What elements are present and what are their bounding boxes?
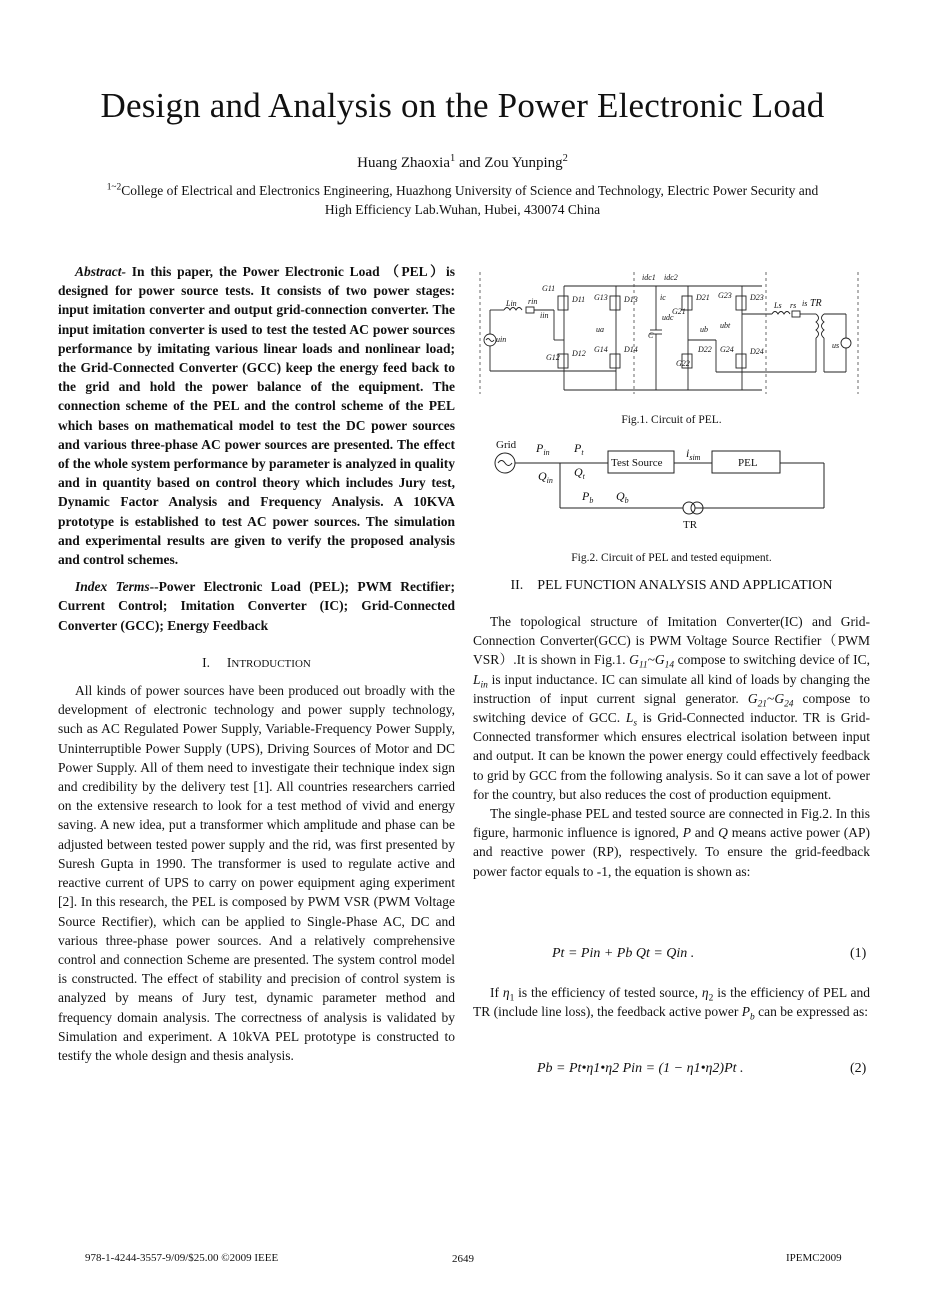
section-2-number: II. bbox=[510, 578, 524, 593]
author-1: Huang Zhaoxia bbox=[357, 155, 450, 171]
fig1-label-g12: G12 bbox=[546, 353, 560, 362]
fig1-label-g13: G13 bbox=[594, 293, 608, 302]
fig1-label-ls: Ls bbox=[774, 301, 782, 310]
fig1-label-d12: D12 bbox=[572, 349, 586, 358]
fig1-label-tr: TR bbox=[810, 298, 822, 309]
fig1-label-d22: D22 bbox=[698, 345, 712, 354]
affiliation-line-1: College of Electrical and Electronics Engineering, Huazhong University of Science and Technology, Electric Power Security and bbox=[121, 183, 819, 198]
affiliation-sup: 1~2 bbox=[106, 182, 122, 193]
index-terms bbox=[58, 577, 455, 635]
section-2-para-3-block bbox=[473, 983, 870, 1021]
fig2-qin: $Q_{in}$ bbox=[538, 469, 553, 485]
fig1-label-g21: G21 bbox=[672, 307, 686, 316]
fig1-label-g11: G11 bbox=[542, 284, 556, 293]
fig2-test-source: Test Source bbox=[611, 457, 663, 469]
fig1-label-ubt: ubt bbox=[720, 321, 731, 330]
fig1-label-g24: G24 bbox=[720, 345, 734, 354]
fig1-label-g22: G22 bbox=[676, 359, 690, 368]
fig1-label-udc: udc bbox=[662, 313, 674, 322]
fig1-label-rs: rs bbox=[790, 301, 797, 310]
left-column bbox=[58, 262, 455, 1065]
index-terms-label: Index Terms bbox=[75, 579, 150, 595]
section-2-para-3: If $\eta_1$ is the efficiency of tested source, $\eta_2$ is the efficiency of PEL and TR (include line loss), the feedback active power $P_b$ can be expressed as: bbox=[473, 985, 870, 1023]
abstract bbox=[58, 262, 455, 569]
fig1-label-g14: G14 bbox=[594, 345, 608, 354]
fig2-caption: Fig.2. Circuit of PEL and tested equipment. bbox=[571, 552, 772, 564]
fig2-pel: PEL bbox=[738, 457, 758, 469]
paper-title: Design and Analysis on the Power Electronic Load bbox=[100, 86, 825, 125]
fig1-label-d23: D23 bbox=[750, 293, 764, 302]
section-1-number: I. bbox=[202, 654, 211, 670]
fig1-label-idc2: idc2 bbox=[664, 273, 678, 282]
section-1-body: All kinds of power sources have been produced out broadly with the development of electronic technology and power supply technology, such as AC Regulated Power Supply, Variable-Frequency Power Supply, Uninterruptible Power Supply (UPS), Driving Sources of Motor and DC Power Supply. All of them need to investigate their technique index sign and credibility by the delivery test [1]. All countries researchers carried on the extensive research to look for a test method of vivid and energy saving. A new idea, put a transformer which amplitude and phase can be adjusted between tested power supply and the rid, was first presented by Suresh Gupta in 1990. The transformer is used to regulate active and reactive current of UPS to carry on power equipment aging experiment [2]. In this research, the PEL is composed by PWM VSR (PWM Voltage Source Rectifier), which can be applied to Single-Phase AC, DC and various three-phase power sources. And a relatively comprehensive control and connection Scheme are presented. The system control model is constructed. The effect of stability and precision of control system is analyzed by means of Jury test, dynamic parameter method and frequency domain analysis. The correctness of analysis is validated by Simulation and experiment. A 10kVA PEL prototype is constructed to testify the whole design and thesis analysis. bbox=[58, 683, 455, 1063]
equation-1: Pt = Pin + Pb Qt = Qin . bbox=[552, 946, 695, 961]
fig1-label-c: C bbox=[648, 331, 654, 340]
author-1-sup: 1 bbox=[450, 153, 456, 164]
fig1-label-is: is bbox=[802, 299, 808, 308]
fig2-tr: TR bbox=[683, 519, 698, 531]
fig1-label-us: us bbox=[832, 341, 840, 350]
section-2-title: PEL FUNCTION ANALYSIS AND APPLICATION bbox=[537, 578, 833, 593]
fig2-pin: $P_{in}$ bbox=[536, 441, 550, 457]
fig1-label-idc1: idc1 bbox=[642, 273, 656, 282]
fig2-block-diagram bbox=[490, 435, 835, 535]
author-and: and bbox=[455, 155, 485, 171]
fig1-label-ic: ic bbox=[660, 293, 666, 302]
equation-1-number: (1) bbox=[850, 946, 867, 961]
abstract-label: Abstract- bbox=[75, 264, 127, 279]
fig2-grid-label: Grid bbox=[496, 439, 517, 451]
section-1-title-first: I bbox=[226, 654, 232, 670]
fig1-label-lin: Lin bbox=[506, 299, 517, 308]
footer-page-number: 2649 bbox=[452, 1253, 474, 1265]
fig1-label-d14: D14 bbox=[624, 345, 638, 354]
author-2: Zou Yunping bbox=[484, 155, 563, 171]
equation-2: Pb = Pt•η1•η2 Pin = (1 − η1•η2)Pt . bbox=[537, 1061, 744, 1076]
author-2-sup: 2 bbox=[562, 153, 568, 164]
fig2-pb: $P_b$ bbox=[582, 489, 594, 505]
fig1-label-g23: G23 bbox=[718, 291, 732, 300]
fig1-label-uin: uin bbox=[496, 335, 507, 344]
index-terms-text: --Power Electronic Load (PEL); PWM Rectifier; Current Control; Imitation Converter (IC); Grid-Connected Converter (GCC); Energy Feedback bbox=[58, 579, 455, 633]
author-line bbox=[0, 155, 925, 172]
section-2-body bbox=[473, 612, 870, 881]
fig2-pt: $P_t$ bbox=[574, 441, 584, 457]
fig2-isim: $i_{sim}$ bbox=[686, 446, 701, 462]
section-2-para-1: The topological structure of Imitation Converter(IC) and Grid-Connection Converter(GCC) is PWM Voltage Source Rectifier（PWM VSR）.It is shown in Fig.1. $G_{11}\sim G_{14}$ compose to switching device of IC, $L_{in}$ is input inductance. IC can simulate all kind of loads by changing the instruction of input current signal generator. $G_{21}\sim G_{24}$ compose to switching device of GCC. $L_s$ is Grid-Connected inductor. TR is Grid-Connected transformer which ensures electrical isolation between input and output. It can be known the power energy could effectively feedback to grid by GCC from the following analysis. So it can save a lot of power for the country, but also reduces the cost of production equipment. bbox=[473, 614, 870, 802]
fig2-qt: $Q_t$ bbox=[574, 465, 585, 481]
fig1-label-iin: iin bbox=[540, 311, 549, 320]
fig1-label-ub: ub bbox=[700, 325, 708, 334]
fig1-label-d24: D24 bbox=[750, 347, 764, 356]
section-2-para-2: The single-phase PEL and tested source are connected in Fig.2. In this figure, harmonic influence is ignored, P and Q means active power (AP) and reactive power (RP), respectively. To ensure the grid-feedback power factor equals to -1, the equation is shown as: bbox=[473, 806, 870, 879]
fig1-label-d11: D11 bbox=[572, 295, 586, 304]
section-1-heading bbox=[58, 653, 455, 674]
equation-2-number: (2) bbox=[850, 1061, 867, 1076]
fig1-label-rin: rin bbox=[528, 297, 538, 306]
section-2-heading bbox=[473, 578, 870, 594]
abstract-text: In this paper, the Power Electronic Load （PEL）is designed for power source tests. It consists of two power stages: input imitation converter and output grid-connection converter. The input imitation converter is used to test the tested AC power sources performance by imitating various linear loads and nonlinear load; the Grid-Connected Converter (GCC) keep the energy feed back to the grid and hold the power balance of the equipment. The connection scheme of the PEL and the control scheme of the PEL which bases on mathematical model to test the DC power sources and various three-phase AC power sources are presented. The effect of the whole system performance by parameter is analyzed in quality and in quantity based on control theory which includes Jury test, Dynamic Factor Analysis and Frequency Analysis. A 10KVA prototype is established to test AC power sources. The simulation and experimental results are given to verify the proposed analysis and control schemes. bbox=[58, 264, 455, 568]
fig2-qb: $Q_b$ bbox=[616, 489, 629, 505]
affiliation bbox=[40, 181, 885, 219]
fig1-label-d21: D21 bbox=[696, 293, 710, 302]
footer-isbn: 978-1-4244-3557-9/09/$25.00 ©2009 IEEE bbox=[85, 1252, 279, 1264]
affiliation-line-2: High Efficiency Lab.Wuhan, Hubei, 430074 China bbox=[324, 202, 601, 217]
fig1-label-ua: ua bbox=[596, 325, 604, 334]
footer-conference: IPEMC2009 bbox=[786, 1252, 842, 1264]
fig1-circuit-diagram bbox=[476, 268, 862, 398]
fig1-label-d13: D13 bbox=[624, 295, 638, 304]
section-1-title-rest: NTRODUCTION bbox=[231, 657, 311, 670]
fig1-caption: Fig.1. Circuit of PEL. bbox=[621, 414, 722, 426]
